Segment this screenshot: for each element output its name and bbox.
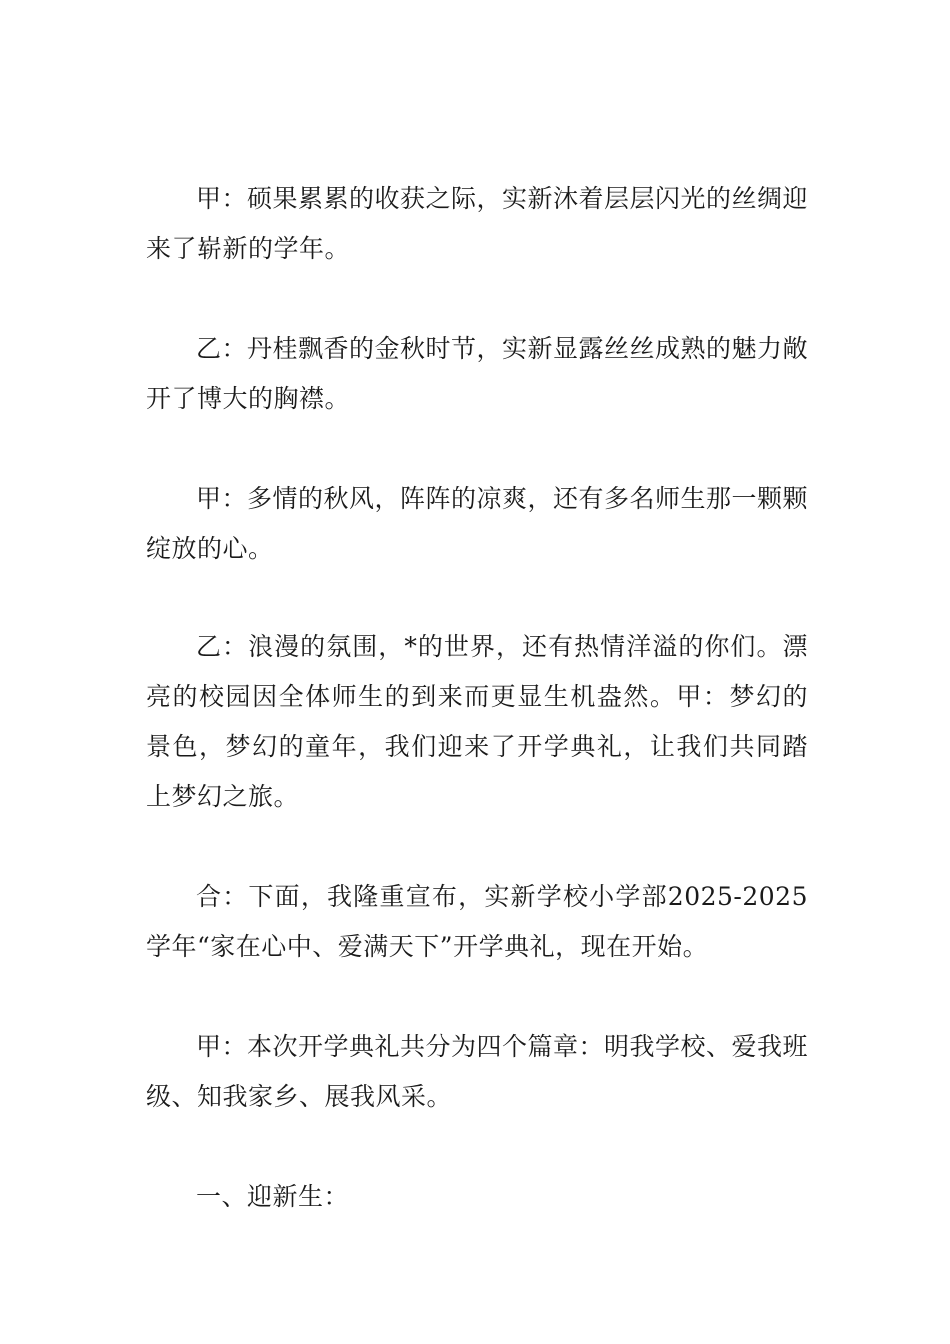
paragraph-1: 甲：硕果累累的收获之际，实新沐着层层闪光的丝绸迎来了崭新的学年。 <box>146 184 809 263</box>
paragraph-6: 甲：本次开学典礼共分为四个篇章：明我学校、爱我班级、知我家乡、展我风采。 <box>146 1032 809 1111</box>
paragraph-4: 乙：浪漫的氛围，*的世界，还有热情洋溢的你们。漂亮的校园因全体师生的到来而更显生机盎然。甲：梦幻的景色，梦幻的童年，我们迎来了开学典礼，让我们共同踏上梦幻之旅。 <box>146 632 808 811</box>
paragraph-5: 合：下面，我隆重宣布，实新学校小学部2025-2025学年“家在心中、爱满天下”开学典礼，现在开始。 <box>146 882 808 961</box>
section-heading-welcome-new-students: 一、迎新生： <box>196 1182 350 1211</box>
paragraph-3: 甲：多情的秋风，阵阵的凉爽，还有多名师生那一颗颗绽放的心。 <box>146 484 809 563</box>
paragraph-2: 乙：丹桂飘香的金秋时节，实新显露丝丝成熟的魅力敞开了博大的胸襟。 <box>146 334 809 413</box>
